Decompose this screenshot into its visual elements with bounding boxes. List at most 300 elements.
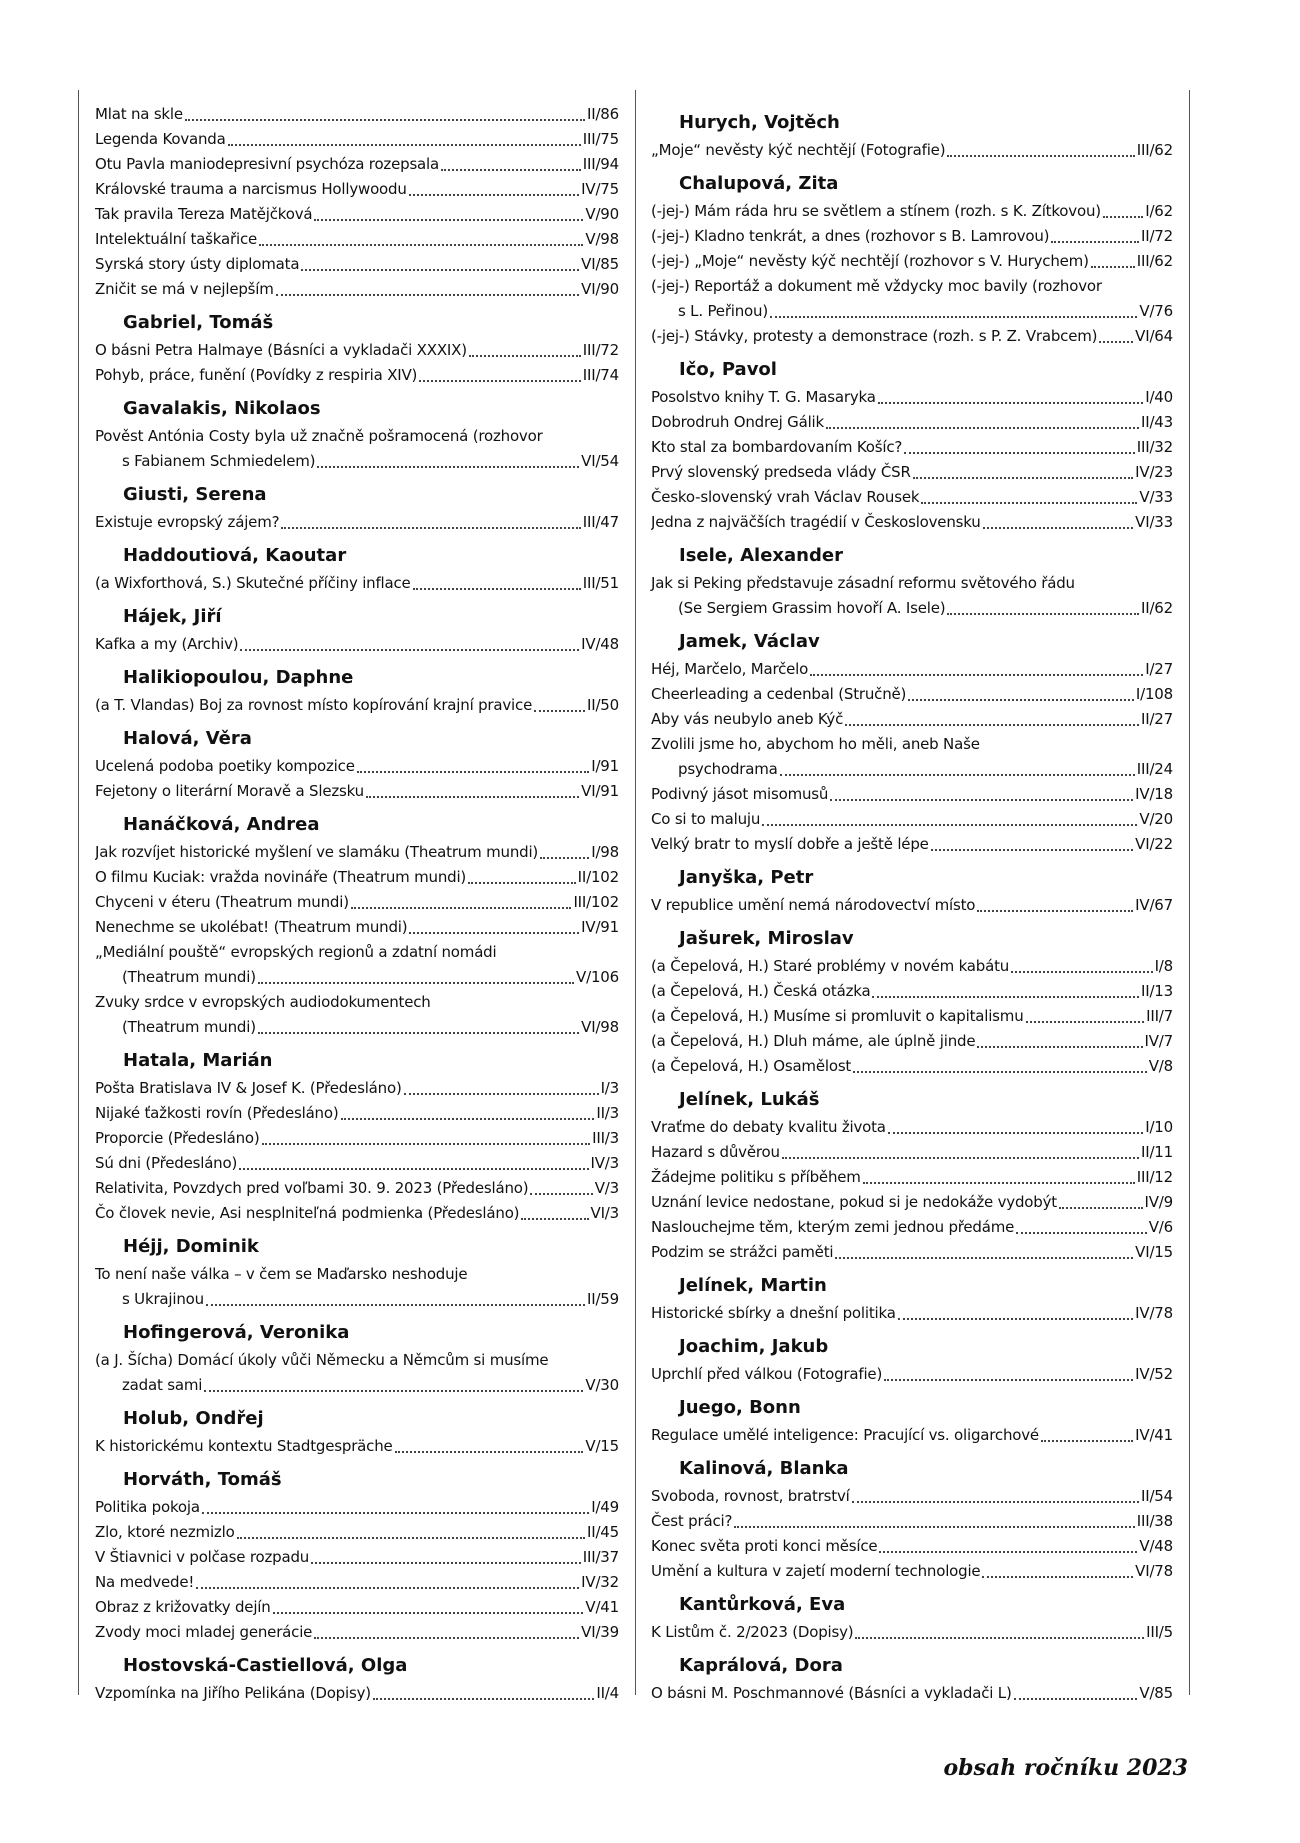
index-entry	[95, 779, 619, 804]
index-entry	[651, 224, 1173, 249]
entry-title: Relativita, Povzdych pred voľbami 30. 9. 2023 (Předesláno)	[95, 1179, 529, 1197]
dot-leader	[366, 796, 579, 798]
author-heading: Jamek, Václav	[679, 631, 820, 652]
index-entry	[95, 1176, 619, 1201]
dot-leader	[276, 294, 580, 296]
dot-leader	[239, 1168, 588, 1170]
issue-page-ref: II/43	[1141, 413, 1173, 431]
index-entry	[651, 199, 1173, 224]
entry-title-line: (a J. Šícha) Domácí úkoly vůči Německu a Němcům si musíme	[95, 1351, 549, 1369]
index-entry	[95, 865, 619, 890]
dot-leader	[931, 849, 1134, 851]
entry-title: O básni M. Poschmannové (Básníci a vykladači L)	[651, 1684, 1012, 1702]
entry-title: Tak pravila Tereza Matějčková	[95, 205, 313, 223]
entry-title-line: Jak si Peking představuje zásadní reformu světového řádu	[651, 574, 1075, 592]
dot-leader	[228, 144, 581, 146]
dot-leader	[185, 119, 585, 121]
entry-title: Čest práci?	[651, 1512, 733, 1530]
issue-page-ref: II/3	[596, 1104, 619, 1122]
dot-leader	[921, 502, 1137, 504]
entry-title-line: Zvuky srdce v evropských audiodokumentech	[95, 993, 431, 1011]
entry-title: Regulace umělé inteligence: Pracující vs. oligarchové	[651, 1426, 1039, 1444]
issue-page-ref: II/54	[1141, 1487, 1173, 1505]
issue-page-ref: IV/52	[1135, 1365, 1173, 1383]
index-entry	[95, 1495, 619, 1520]
author-heading: Gabriel, Tomáš	[123, 312, 274, 333]
entry-title: (-jej-) „Moje“ nevěsty kýč nechtějí (rozhovor s V. Hurychem)	[651, 252, 1089, 270]
entry-title: Uprchlí před válkou (Fotografie)	[651, 1365, 883, 1383]
index-entry	[651, 1140, 1173, 1165]
dot-leader	[351, 907, 572, 909]
entry-title-line: (-jej-) Reportáž a dokument mě vždycky moc bavily (rozhovor	[651, 277, 1102, 295]
dot-leader	[852, 1501, 1139, 1503]
issue-page-ref: I/62	[1145, 202, 1173, 220]
index-entry	[651, 657, 1173, 682]
issue-page-ref: VI/91	[581, 782, 619, 800]
index-entry	[651, 1115, 1173, 1140]
dot-leader	[780, 774, 1135, 776]
dot-leader	[314, 1637, 579, 1639]
dot-leader	[301, 269, 579, 271]
dot-leader	[835, 1257, 1133, 1259]
issue-page-ref: VI/98	[581, 1018, 619, 1036]
entry-title: (a Čepelová, H.) Musíme si promluvit o kapitalismu	[651, 1007, 1024, 1025]
entry-title: Pohyb, práce, funění (Povídky z respiria XIV)	[95, 366, 418, 384]
index-entry	[95, 1015, 619, 1040]
index-entry	[651, 385, 1173, 410]
index-entry	[651, 435, 1173, 460]
index-entry	[651, 1620, 1173, 1645]
entry-title: Naslouchejme těm, kterým zemi jednou předáme	[651, 1218, 1015, 1236]
dot-leader	[913, 477, 1133, 479]
entry-title: V Štiavnici v polčase rozpadu	[95, 1548, 310, 1566]
dot-leader	[855, 1637, 1144, 1639]
entry-title: Velký bratr to myslí dobře a ještě lépe	[651, 835, 929, 853]
issue-page-ref: V/90	[585, 205, 619, 223]
entry-title: (-jej-) Mám ráda hru se světlem a stínem (rozh. s K. Zítkovou)	[651, 202, 1101, 220]
issue-page-ref: I/27	[1145, 660, 1173, 678]
issue-page-ref: II/72	[1141, 227, 1173, 245]
dot-leader	[734, 1526, 1135, 1528]
issue-page-ref: V/48	[1139, 1537, 1173, 1555]
dot-leader	[1016, 1232, 1147, 1234]
issue-page-ref: III/38	[1136, 1512, 1173, 1530]
entry-title: Vraťme do debaty kvalitu života	[651, 1118, 886, 1136]
issue-page-ref: II/11	[1141, 1143, 1173, 1161]
issue-page-ref: II/27	[1141, 710, 1173, 728]
entry-title: (-jej-) Stávky, protesty a demonstrace (rozh. s P. Z. Vrabcem)	[651, 327, 1098, 345]
issue-page-ref: VI/78	[1135, 1562, 1173, 1580]
entry-title: Na medvede!	[95, 1573, 195, 1591]
author-heading: Gavalakis, Nikolaos	[123, 398, 321, 419]
entry-title: Historické sbírky a dnešní politika	[651, 1304, 896, 1322]
issue-page-ref: V/76	[1139, 302, 1173, 320]
index-entry	[651, 1484, 1173, 1509]
issue-page-ref: III/74	[582, 366, 619, 384]
entry-title: Prvý slovenský predseda vlády ČSR	[651, 463, 911, 481]
dot-leader	[409, 194, 580, 196]
issue-page-ref: III/94	[582, 155, 619, 173]
issue-page-ref: VI/85	[581, 255, 619, 273]
issue-page-ref: I/98	[591, 843, 619, 861]
author-heading: Jelínek, Martin	[679, 1275, 827, 1296]
page-footer: obsah ročníku 2023	[943, 1755, 1188, 1781]
index-entry	[95, 277, 619, 302]
dot-leader	[947, 613, 1139, 615]
entry-title: (a Čepelová, H.) Staré problémy v novém kabátu	[651, 957, 1010, 975]
dot-leader	[357, 771, 590, 773]
index-entry	[651, 460, 1173, 485]
index-entry	[651, 832, 1173, 857]
right-column	[635, 90, 1190, 1702]
entry-title: Cheerleading a cedenbal (Stručně)	[651, 685, 907, 703]
index-entry	[651, 138, 1173, 163]
dot-leader	[521, 1218, 588, 1220]
dot-leader	[341, 1118, 595, 1120]
author-heading: Ičo, Pavol	[679, 359, 777, 380]
entry-title: (a Čepelová, H.) Česká otázka	[651, 982, 871, 1000]
author-heading: Hájek, Jiří	[123, 606, 222, 627]
issue-page-ref: I/3	[600, 1079, 619, 1097]
entry-title: Existuje evropský zájem?	[95, 513, 280, 531]
entry-title-line: Pověst Antónia Costy byla už značně pošramocená (rozhovor	[95, 427, 543, 445]
index-entry	[95, 102, 619, 127]
dot-leader	[1103, 216, 1143, 218]
author-heading: Jašurek, Miroslav	[679, 928, 854, 949]
issue-page-ref: III/75	[582, 130, 619, 148]
entry-title: Česko-slovenský vrah Václav Rousek	[651, 488, 920, 506]
index-entry	[651, 1362, 1173, 1387]
index-entry	[95, 152, 619, 177]
issue-page-ref: II/62	[1141, 599, 1173, 617]
author-heading: Joachim, Jakub	[679, 1336, 829, 1357]
index-entry	[95, 1434, 619, 1459]
index-entry	[651, 510, 1173, 535]
entry-title: s L. Peřinou)	[678, 302, 768, 320]
entry-title-line: To není naše válka – v čem se Maďarsko neshoduje	[95, 1265, 468, 1283]
issue-page-ref: IV/67	[1135, 896, 1173, 914]
index-entry	[95, 965, 619, 990]
issue-page-ref: V/106	[576, 968, 619, 986]
index-entry	[651, 1240, 1173, 1265]
author-heading: Giusti, Serena	[123, 484, 267, 505]
index-entry	[95, 1101, 619, 1126]
entry-title: Politika pokoja	[95, 1498, 200, 1516]
dot-leader	[830, 799, 1133, 801]
entry-title: Svoboda, rovnost, bratrství	[651, 1487, 850, 1505]
index-entry	[651, 249, 1173, 274]
issue-page-ref: III/62	[1136, 141, 1173, 159]
dot-leader	[977, 910, 1133, 912]
dot-leader	[373, 1698, 594, 1700]
issue-page-ref: VI/33	[1135, 513, 1173, 531]
entry-title: V republice umění nemá národovectví místo	[651, 896, 976, 914]
index-entry	[651, 1054, 1173, 1079]
dot-leader	[311, 1562, 581, 1564]
dot-leader	[863, 1182, 1135, 1184]
dot-leader	[262, 1143, 591, 1145]
entry-title: psychodrama	[678, 760, 778, 778]
dot-leader	[983, 527, 1134, 529]
entry-title: Kafka a my (Archiv)	[95, 635, 239, 653]
dot-leader	[404, 1093, 599, 1095]
entry-title: Pošta Bratislava IV & Josef K. (Předesláno)	[95, 1079, 402, 1097]
entry-title: K historickému kontextu Stadtgespräche	[95, 1437, 393, 1455]
issue-page-ref: I/8	[1154, 957, 1173, 975]
entry-title: Podivný jásot misomusů	[651, 785, 829, 803]
dot-leader	[810, 674, 1143, 676]
dot-leader	[770, 316, 1137, 318]
author-heading: Hurych, Vojtěch	[679, 112, 840, 133]
entry-title: Nijaké ťažkosti rovín (Předesláno)	[95, 1104, 339, 1122]
entry-title: Legenda Kovanda	[95, 130, 226, 148]
issue-page-ref: III/7	[1146, 1007, 1173, 1025]
index-entry	[95, 363, 619, 388]
issue-page-ref: V/3	[594, 1179, 619, 1197]
index-entry	[95, 890, 619, 915]
dot-leader	[314, 219, 583, 221]
issue-page-ref: II/59	[587, 1290, 619, 1308]
issue-page-ref: IV/91	[581, 918, 619, 936]
issue-page-ref: II/13	[1141, 982, 1173, 1000]
dot-leader	[879, 1551, 1137, 1553]
dot-leader	[237, 1537, 585, 1539]
entry-title: zadat sami	[122, 1376, 203, 1394]
dot-leader	[202, 1512, 589, 1514]
entry-title: Vzpomínka na Jiřího Pelikána (Dopisy)	[95, 1684, 371, 1702]
issue-page-ref: III/62	[1136, 252, 1173, 270]
index-entry	[95, 252, 619, 277]
dot-leader	[258, 982, 574, 984]
entry-title: (a Čepelová, H.) Osamělost	[651, 1057, 852, 1075]
entry-title: Chyceni v éteru (Theatrum mundi)	[95, 893, 349, 911]
dot-leader	[1051, 241, 1139, 243]
author-heading: Halikiopoulou, Daphne	[123, 667, 354, 688]
dot-leader	[206, 1304, 585, 1306]
entry-title: O filmu Kuciak: vražda novináře (Theatrum mundi)	[95, 868, 467, 886]
index-entry	[651, 1301, 1173, 1326]
dot-leader	[762, 824, 1137, 826]
author-heading: Juego, Bonn	[679, 1397, 801, 1418]
index-entry	[651, 1165, 1173, 1190]
issue-page-ref: I/40	[1145, 388, 1173, 406]
author-heading: Janyška, Petr	[679, 867, 814, 888]
issue-page-ref: IV/48	[581, 635, 619, 653]
dot-leader	[898, 1318, 1133, 1320]
dot-leader	[240, 649, 579, 651]
entry-title: K Listům č. 2/2023 (Dopisy)	[651, 1623, 854, 1641]
dot-leader	[1099, 341, 1133, 343]
entry-title: Zlo, ktoré nezmizlo	[95, 1523, 235, 1541]
issue-page-ref: I/10	[1145, 1118, 1173, 1136]
issue-page-ref: V/85	[1139, 1684, 1173, 1702]
entry-title: (Theatrum mundi)	[122, 1018, 256, 1036]
index-entry	[651, 1509, 1173, 1534]
issue-page-ref: III/3	[592, 1129, 619, 1147]
dot-leader	[904, 452, 1135, 454]
index-entry	[95, 1126, 619, 1151]
dot-leader	[1014, 1698, 1138, 1700]
dot-leader	[947, 155, 1134, 157]
issue-page-ref: II/102	[577, 868, 619, 886]
entry-title: (a Wixforthová, S.) Skutečné příčiny inflace	[95, 574, 411, 592]
entry-title: Aby vás neubylo aneb Kýč	[651, 710, 844, 728]
issue-page-ref: VI/90	[581, 280, 619, 298]
issue-page-ref: II/86	[587, 105, 619, 123]
issue-page-ref: I/108	[1135, 685, 1173, 703]
index-entry	[95, 1373, 619, 1398]
dot-leader	[540, 857, 589, 859]
entry-title: Posolstvo knihy T. G. Masaryka	[651, 388, 876, 406]
index-entry	[95, 227, 619, 252]
index-entry	[651, 807, 1173, 832]
index-entry	[651, 757, 1173, 782]
index-entry	[95, 1151, 619, 1176]
index-entry	[95, 1570, 619, 1595]
author-heading: Halová, Věra	[123, 728, 252, 749]
issue-page-ref: III/51	[582, 574, 619, 592]
author-heading: Héjj, Dominik	[123, 1236, 259, 1257]
index-entry	[95, 449, 619, 474]
entry-title: (Theatrum mundi)	[122, 968, 256, 986]
author-heading: Horváth, Tomáš	[123, 1469, 282, 1490]
index-entry	[651, 596, 1173, 621]
issue-page-ref: V/6	[1148, 1218, 1173, 1236]
entry-title: Ucelená podoba poetiky kompozice	[95, 757, 355, 775]
dot-leader	[196, 1587, 579, 1589]
entry-title: Zničit se má v nejlepším	[95, 280, 274, 298]
issue-page-ref: III/5	[1146, 1623, 1173, 1641]
index-entry	[651, 1190, 1173, 1215]
index-entry	[95, 1595, 619, 1620]
index-entry	[95, 1201, 619, 1226]
issue-page-ref: III/72	[582, 341, 619, 359]
author-heading: Hofingerová, Veronika	[123, 1322, 350, 1343]
entry-title: Co si to maluju	[651, 810, 761, 828]
issue-page-ref: VI/39	[581, 1623, 619, 1641]
issue-page-ref: I/91	[591, 757, 619, 775]
entry-title: Sú dni (Předesláno)	[95, 1154, 238, 1172]
index-entry	[95, 1287, 619, 1312]
dot-leader	[534, 710, 585, 712]
issue-page-ref: IV/3	[590, 1154, 619, 1172]
issue-page-ref: V/41	[585, 1598, 619, 1616]
issue-page-ref: V/98	[585, 230, 619, 248]
index-entry	[95, 693, 619, 718]
author-heading: Chalupová, Zita	[679, 173, 839, 194]
dot-leader	[395, 1451, 584, 1453]
entry-title: Mlat na skle	[95, 105, 183, 123]
author-heading: Kaprálová, Dora	[679, 1655, 843, 1676]
dot-leader	[273, 1612, 584, 1614]
issue-page-ref: IV/18	[1135, 785, 1173, 803]
index-entry	[95, 1620, 619, 1645]
index-entry	[651, 1029, 1173, 1054]
issue-page-ref: VI/3	[590, 1204, 619, 1222]
dot-leader	[908, 699, 1134, 701]
index-entry	[651, 299, 1173, 324]
index-entry	[95, 202, 619, 227]
entry-title: Obraz z križovatky dejín	[95, 1598, 271, 1616]
dot-leader	[259, 244, 583, 246]
left-column	[78, 90, 636, 1702]
dot-leader	[1059, 1207, 1143, 1209]
issue-page-ref: III/24	[1136, 760, 1173, 778]
entry-title: Kto stal za bombardovaním Košíc?	[651, 438, 903, 456]
index-entry	[95, 1520, 619, 1545]
author-heading: Hostovská-Castiellová, Olga	[123, 1655, 408, 1676]
index-entry	[95, 510, 619, 535]
index-entry	[651, 1423, 1173, 1448]
entry-title: O básni Petra Halmaye (Básníci a vykladači XXXIX)	[95, 341, 467, 359]
entry-title: „Moje“ nevěsty kýč nechtějí (Fotografie)	[651, 141, 946, 159]
author-heading: Hanáčková, Andrea	[123, 814, 320, 835]
dot-leader	[1091, 266, 1135, 268]
index-entry	[651, 1215, 1173, 1240]
entry-title: Nenechme se ukolébat! (Theatrum mundi)	[95, 918, 408, 936]
entry-title: Žádejme politiku s příběhem	[651, 1168, 861, 1186]
dot-leader	[204, 1390, 583, 1392]
dot-leader	[845, 724, 1139, 726]
dot-leader	[872, 996, 1139, 998]
dot-leader	[977, 1046, 1142, 1048]
index-entry	[95, 632, 619, 657]
entry-title: Královské trauma a narcismus Hollywoodu	[95, 180, 407, 198]
dot-leader	[468, 882, 576, 884]
entry-title: (a T. Vlandas) Boj za rovnost místo kopírování krajní pravice	[95, 696, 533, 714]
entry-title: Intelektuální taškařice	[95, 230, 258, 248]
index-entry	[651, 979, 1173, 1004]
index-entry	[651, 410, 1173, 435]
issue-page-ref: I/49	[591, 1498, 619, 1516]
index-entry	[651, 324, 1173, 349]
entry-title: Fejetony o literární Moravě a Slezsku	[95, 782, 364, 800]
index-entry	[651, 707, 1173, 732]
dot-leader	[317, 466, 579, 468]
dot-leader	[1011, 971, 1152, 973]
dot-leader	[413, 588, 581, 590]
dot-leader	[826, 427, 1139, 429]
index-entry	[95, 338, 619, 363]
issue-page-ref: V/20	[1139, 810, 1173, 828]
issue-page-ref: III/102	[573, 893, 619, 911]
entry-title: Zvody moci mladej generácie	[95, 1623, 313, 1641]
dot-leader	[982, 1576, 1133, 1578]
index-entry	[651, 1559, 1173, 1584]
entry-title: Jak rozvíjet historické myšlení ve slamáku (Theatrum mundi)	[95, 843, 539, 861]
dot-leader	[1026, 1021, 1145, 1023]
issue-page-ref: VI/64	[1135, 327, 1173, 345]
issue-page-ref: VI/15	[1135, 1243, 1173, 1261]
index-entry	[651, 782, 1173, 807]
index-entry	[651, 1004, 1173, 1029]
entry-title: Konec světa proti konci měsíce	[651, 1537, 878, 1555]
entry-title: Dobrodruh Ondrej Gálik	[651, 413, 825, 431]
dot-leader	[782, 1157, 1139, 1159]
index-entry	[95, 177, 619, 202]
entry-title: Héj, Marčelo, Marčelo	[651, 660, 809, 678]
issue-page-ref: II/45	[587, 1523, 619, 1541]
issue-page-ref: II/50	[587, 696, 619, 714]
author-heading: Haddoutiová, Kaoutar	[123, 545, 347, 566]
entry-title: s Ukrajinou	[122, 1290, 204, 1308]
dot-leader	[441, 169, 581, 171]
index-entry	[95, 754, 619, 779]
author-heading: Jelínek, Lukáš	[679, 1089, 820, 1110]
issue-page-ref: IV/41	[1135, 1426, 1173, 1444]
issue-page-ref: IV/75	[581, 180, 619, 198]
entry-title: Otu Pavla maniodepresivní psychóza rozepsala	[95, 155, 440, 173]
